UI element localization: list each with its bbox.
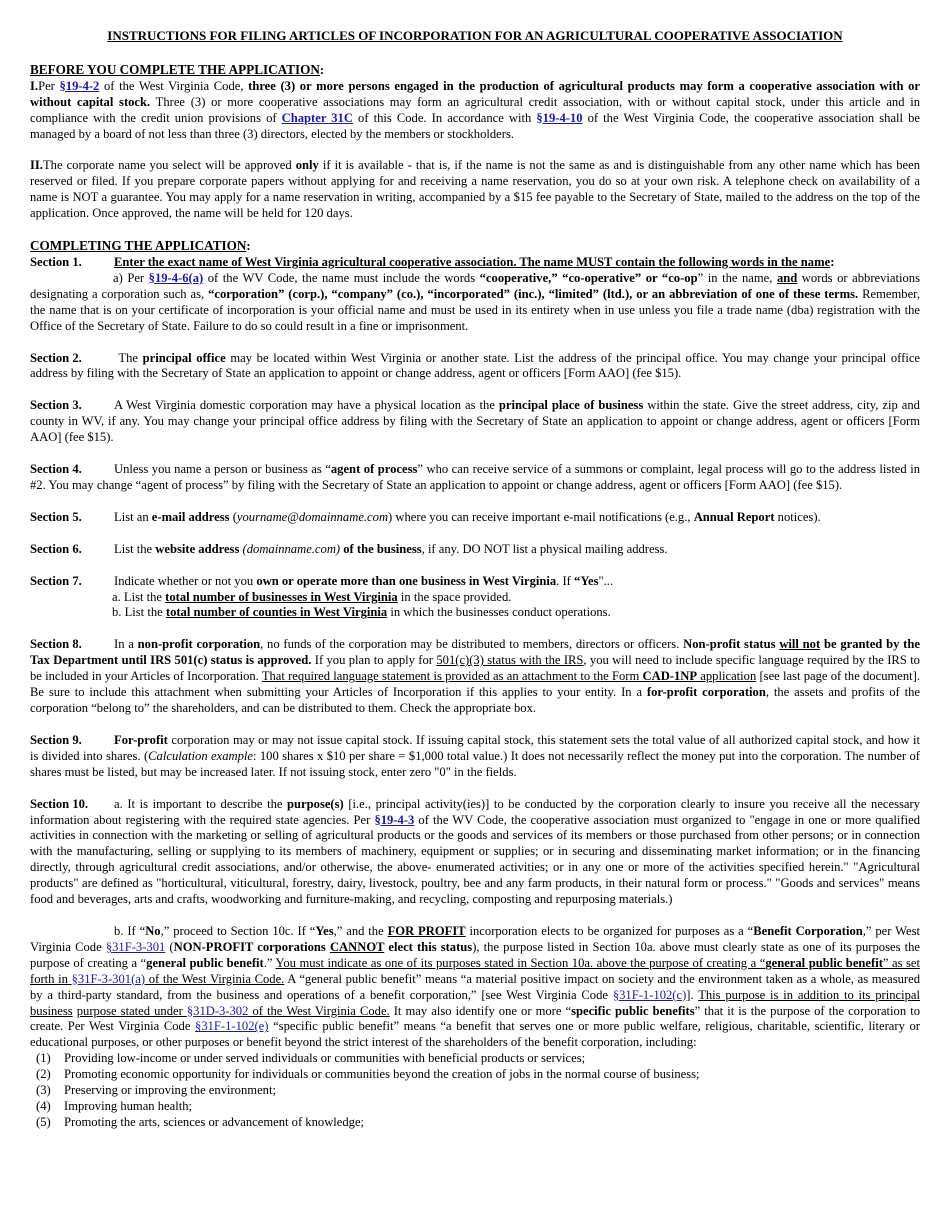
paragraph-number: II. bbox=[30, 158, 43, 173]
section-label: Section 7. bbox=[30, 573, 82, 588]
before-paragraph-1: I.Per §19-4-2 of the West Virginia Code, three (3) or more persons engaged in the production of agricultural products may form a cooperative association with or without capital stock. Three (3) or more cooperative associations may form an agricultural credit association, with or without capital stock, under this article and in compliance with the credit union provisions of Chapter 31C of this Code. In accordance with §19-4-10 of the West Virginia Code, the cooperative association shall be managed by a board of not less than three (3) directors, elected by the members or stockholders. bbox=[30, 78, 921, 141]
section-label: Section 10. bbox=[30, 796, 89, 811]
paragraph-number: I. bbox=[30, 78, 39, 93]
list-item: (1) Providing low-income or under served individuals or communities with beneficial products or services; bbox=[36, 1051, 586, 1066]
code-link-31f-1-102c[interactable]: §31F-1-102(c) bbox=[612, 987, 687, 1002]
code-link-31f-3-301a[interactable]: §31F-3-301(a) bbox=[71, 971, 146, 986]
completing-heading-line: COMPLETING THE APPLICATION: bbox=[30, 238, 251, 254]
list-item: (5) Promoting the arts, sciences or advancement of knowledge; bbox=[36, 1114, 365, 1129]
section-label: Section 6. bbox=[30, 541, 82, 556]
section-5: Section 5. List an e-mail address (yourname@domainname.com) where you can receive important e-mail notifications (e.g., Annual Report notices). bbox=[30, 509, 821, 524]
code-link-31f-3-301[interactable]: §31F-3-301 bbox=[105, 939, 166, 954]
completing-heading: COMPLETING THE APPLICATION bbox=[30, 238, 247, 254]
before-paragraph-2: II.The corporate name you select will be approved only if it is available - that is, if the name is not the same as and is distinguishable from any other name which has been reserved or filed. If you prepare corporate papers without applying for and receiving a name reservation, you do so at your own risk. A telephone check on availability of a name is NOT a guarantee. You may apply for a name reservation in writing, accompanied by a $15 fee payable to the Secretary of State, mailed to the address on the top of the application. Once approved, the name will be held for 120 days. bbox=[30, 158, 920, 221]
section-label: Section 1. bbox=[30, 254, 82, 269]
section-label: Section 4. bbox=[30, 462, 82, 477]
section-8: Section 8. In a non-profit corporation, no funds of the corporation may be distributed to members, directors or officers. Non-profit status will not be granted by the Tax Department until IRS 501(c) status is approved. If you plan to apply for 501(c)(3) status with the IRS, you will need to include specific language required by the IRS to be included in your Articles of Incorporation. That required language statement is provided as an attachment to the Form CAD-1NP application [see last page of the document]. Be sure to include this attachment when submitting your Articles of Incorporation if this applies to your entity. In a for-profit corporation, the assets and profits of the corporation “belong to” the shareholders, and can be distributed to them. Check the appropriate box. bbox=[30, 637, 921, 715]
list-item: (4) Improving human health; bbox=[36, 1098, 193, 1113]
section-label: Section 9. bbox=[30, 732, 82, 747]
code-link-19-4-10[interactable]: §19-4-10 bbox=[536, 110, 583, 125]
section-7-a: a. List the total number of businesses in West Virginia in the space provided. bbox=[112, 589, 512, 604]
list-item: (2) Promoting economic opportunity for individuals or communities beyond the creation of jobs in the normal course of business; bbox=[36, 1067, 700, 1082]
section-label: Section 8. bbox=[30, 637, 82, 652]
code-link-19-4-2[interactable]: §19-4-2 bbox=[59, 78, 100, 93]
section-6: Section 6. List the website address (domainname.com) of the business, if any. DO NOT list a physical mailing address. bbox=[30, 541, 668, 556]
specific-benefits-list bbox=[30, 1051, 920, 1131]
before-heading: BEFORE YOU COMPLETE THE APPLICATION bbox=[30, 61, 320, 77]
code-link-31d-3-302[interactable]: §31D-3-302 bbox=[186, 1003, 249, 1018]
section-7: Section 7. Indicate whether or not you own or operate more than one business in West Virginia. If “Yes"... bbox=[30, 573, 614, 588]
code-link-19-4-3[interactable]: §19-4-3 bbox=[374, 812, 415, 827]
section-4: Section 4. Unless you name a person or business as “agent of process” who can receive service of a summons or complaint, legal process will go to the address listed in #2. You may change “agent of process” by filing with the Secretary of State an application to appoint or change address, agent or officers [Form AAO] (fee $15). bbox=[30, 462, 920, 492]
section-label: Section 2. bbox=[30, 350, 82, 365]
list-item: (3) Preserving or improving the environment; bbox=[36, 1083, 276, 1098]
before-heading-line: BEFORE YOU COMPLETE THE APPLICATION: bbox=[30, 61, 325, 77]
section-label: Section 3. bbox=[30, 398, 82, 413]
section-9: Section 9. For-profit corporation may or may not issue capital stock. If issuing capital stock, this statement sets the total value of all authorized capital stock, and how it is divided into shares. (Calculation example: 100 shares x $10 per share = $1,000 total value.) It does not necessarily reflect the money put into the corporation. The number of shares must be listed, but may be increased later. If not issuing stock, enter zero "0" in the fields. bbox=[30, 732, 920, 779]
section-1: Section 1. Enter the exact name of West Virginia agricultural cooperative association. The name MUST contain the following words in the name: bbox=[30, 254, 835, 269]
section-7-b: b. List the total number of counties in West Virginia in which the businesses conduct operations. bbox=[112, 605, 611, 620]
section-10-a: Section 10. a. It is important to describe the purpose(s) [i.e., principal activity(ies)] to be conducted by the corporation clearly to insure you receive all the necessary information about registering with the required state agencies. Per §19-4-3 of the WV Code, the cooperative association must organized to "engage in one or more qualified activities in connection with the marketing or selling of agricultural products or the goods and services of its members or those purchased from other persons; or in connection with the manufacturing, selling or supplying to its members of machinery, equipment or supplies; or in securing and disseminating market information; or in the financing directly, through agricultural credit associations, and/or otherwise, the above- enumerated activities; or in any one or more of the activities specified herein." "Agricultural products" are defined as "horticultural, viticultural, forestry, dairy, livestock, poultry, bee and any farm products, in their natural form or process." "Goods and services" means food and beverages, arts and crafts, woodworking and furniture-making, and recycling, composting and repurposing materials.) bbox=[30, 796, 920, 907]
section-10-b: b. If “No,” proceed to Section 10c. If “Yes,” and the FOR PROFIT incorporation elects to be organized for purposes as a “Benefit Corporation,” per West Virginia Code §31F-3-301 (NON-PROFIT corporations CANNOT elect this status), the purpose listed in Section 10a. above must clearly state as one of its purposes the purpose of creating a “general public benefit.” You must indicate as one of its purposes stated in Section 10a. above the purpose of creating a “general public benefit” as set forth in §31F-3-301(a) of the West Virginia Code. A “general public benefit” means “a material positive impact on society and the environment taken as a whole, as measured by a third-party standard, from the business and operations of a benefit corporation,” [see West Virginia Code §31F-1-102(c)]. This purpose is in addition to its principal business purpose stated under §31D-3-302 of the West Virginia Code. It may also identify one or more “specific public benefits” that it is the purpose of the corporation to create. Per West Virginia Code §31F-1-102(e) “specific public benefit” means “a benefit that serves one or more public welfare, religious, charitable, scientific, literary or educational purposes, or other purposes or benefit beyond the strict interest of the shareholders of the benefit corporation, including: bbox=[30, 923, 921, 1050]
page-title: INSTRUCTIONS FOR FILING ARTICLES OF INCORPORATION FOR AN AGRICULTURAL COOPERATIVE ASSOCIATION bbox=[107, 28, 843, 43]
section-3: Section 3. A West Virginia domestic corporation may have a physical location as the principal place of business within the state. Give the street address, city, zip and county in WV, if any. You may change your principal office address by filing with the Secretary of State an application to appoint or change address, agent or officers [Form AAO] (fee $15). bbox=[30, 398, 920, 445]
section-1-a: a) Per §19-4-6(a) of the WV Code, the name must include the words “cooperative,” “co-operative” or “co-op” in the name, and words or abbreviations designating a corporation such as, “corporation” (corp.), “company” (co.), “incorporated” (inc.), “limited” (ltd.), or an abbreviation of one of these terms. Remember, the name that is on your certificate of incorporation is your official name and must be used in its entirety when in use unless you file a trade name (dba) registration with the Office of the Secretary of State. Failure to do so could result in a fine or imprisonment. bbox=[30, 270, 921, 333]
code-link-19-4-6a[interactable]: §19-4-6(a) bbox=[148, 270, 204, 285]
code-link-31f-1-102e[interactable]: §31F-1-102(e) bbox=[195, 1019, 269, 1034]
section-2: Section 2. The principal office may be located within West Virginia or another state. List the address of the principal office. You may change your principal office address by filing with the Secretary of State an application to appoint or change address, agent or officers [Form AAO] (fee $15). bbox=[30, 350, 921, 381]
code-link-chapter-31c[interactable]: Chapter 31C bbox=[281, 110, 353, 125]
section-label: Section 5. bbox=[30, 509, 82, 524]
